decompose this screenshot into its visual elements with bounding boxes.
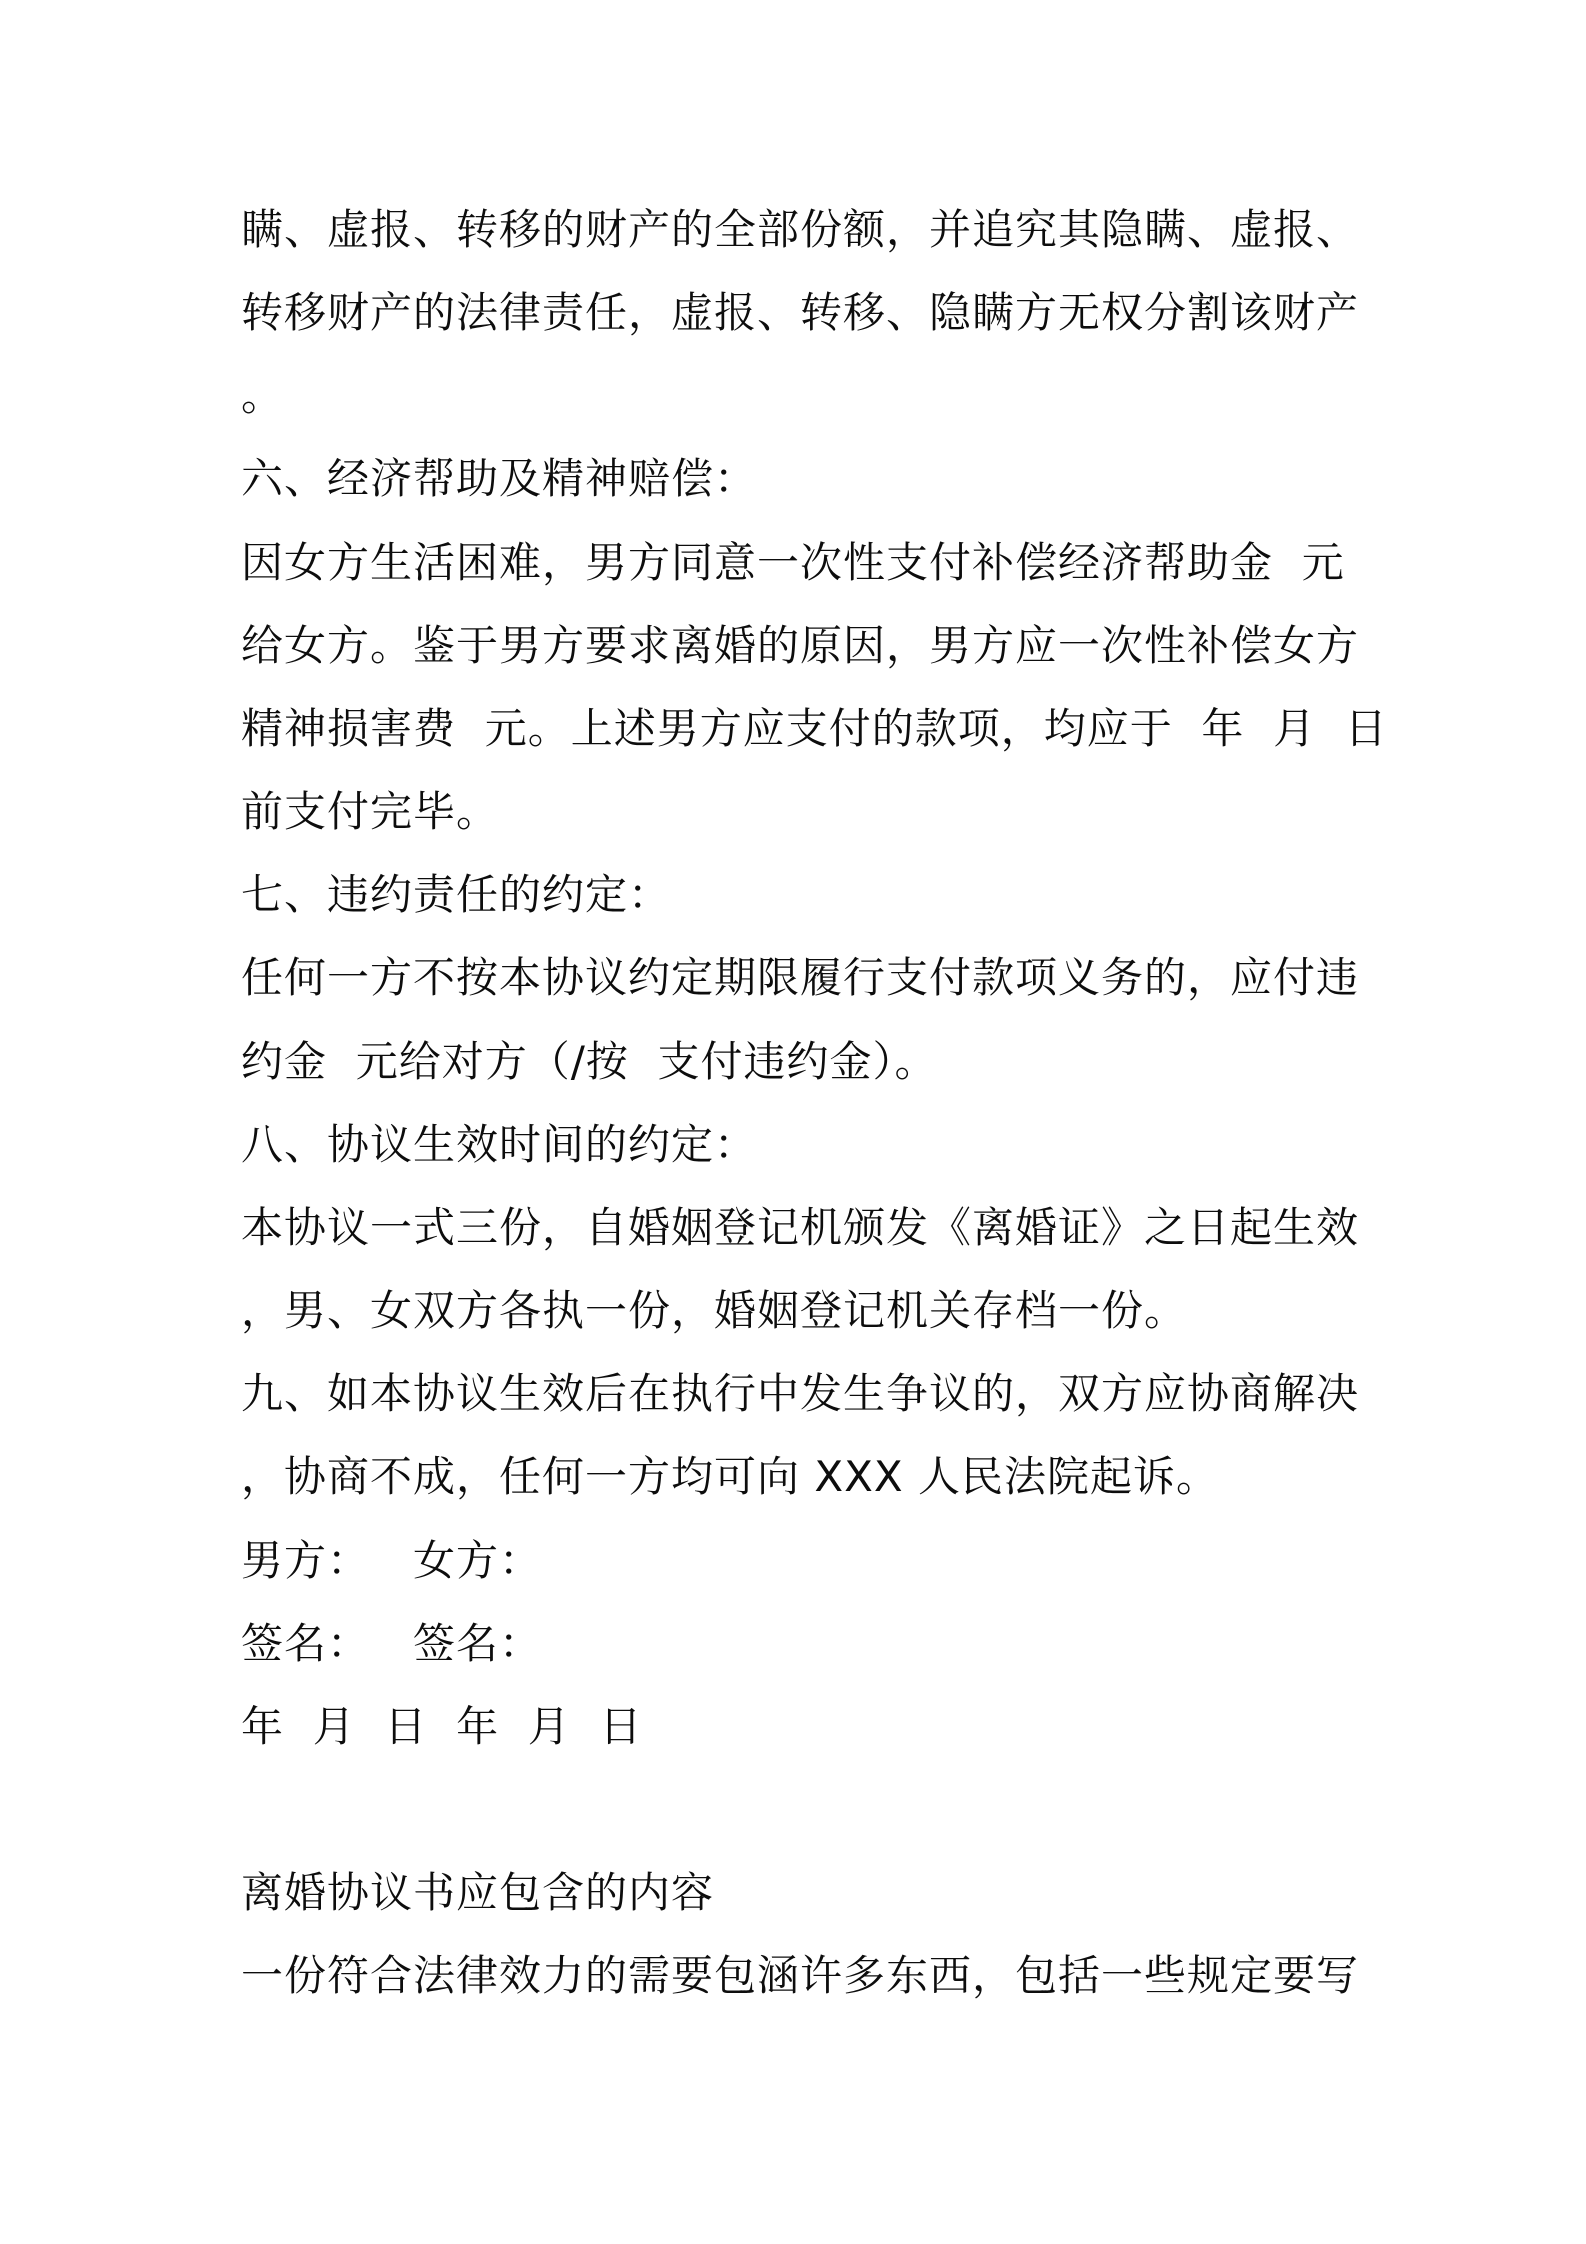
text-line: 瞒、虚报、转移的财产的全部份额，并追究其隐瞒、虚报、 (241, 205, 1360, 254)
party-labels: 男方： 女方： (241, 1536, 543, 1585)
text-line: 精神损害费 元。上述男方应支付的款项，均应于 年 月 日 (241, 704, 1388, 753)
text-line: 。 (241, 371, 285, 420)
section-heading-9: 九、如本协议生效后在执行中发生争议的，双方应协商解决 (241, 1369, 1360, 1418)
date-labels: 年 月 日 年 月 日 (241, 1702, 643, 1751)
text-line: 因女方生活困难，男方同意一次性支付补偿经济帮助金 元 (241, 538, 1345, 587)
text-line: 一份符合法律效力的需要包涵许多东西，包括一些规定要写 (241, 1951, 1360, 2000)
text-line: 约金 元给对方（/按 支付违约金）。 (241, 1037, 938, 1086)
section-heading-7: 七、违约责任的约定： (241, 870, 672, 919)
text-line: 前支付完毕。 (241, 787, 500, 836)
text-line: 给女方。鉴于男方要求离婚的原因，男方应一次性补偿女方 (241, 621, 1360, 670)
subtitle: 离婚协议书应包含的内容 (241, 1868, 715, 1917)
text-line: ，男、女双方各执一份，婚姻登记机关存档一份。 (241, 1286, 1188, 1335)
section-heading-6: 六、经济帮助及精神赔偿： (241, 454, 758, 503)
signature-labels: 签名： 签名： (241, 1619, 543, 1668)
text-line: 任何一方不按本协议约定期限履行支付款项义务的，应付违 (241, 953, 1360, 1002)
text-line: 本协议一式三份，自婚姻登记机颁发《离婚证》之日起生效 (241, 1203, 1360, 1252)
text-line: 转移财产的法律责任，虚报、转移、隐瞒方无权分割该财产 (241, 288, 1360, 337)
section-heading-8: 八、协议生效时间的约定： (241, 1120, 758, 1169)
text-line: ，协商不成，任何一方均可向 XXX 人民法院起诉。 (241, 1452, 1220, 1501)
